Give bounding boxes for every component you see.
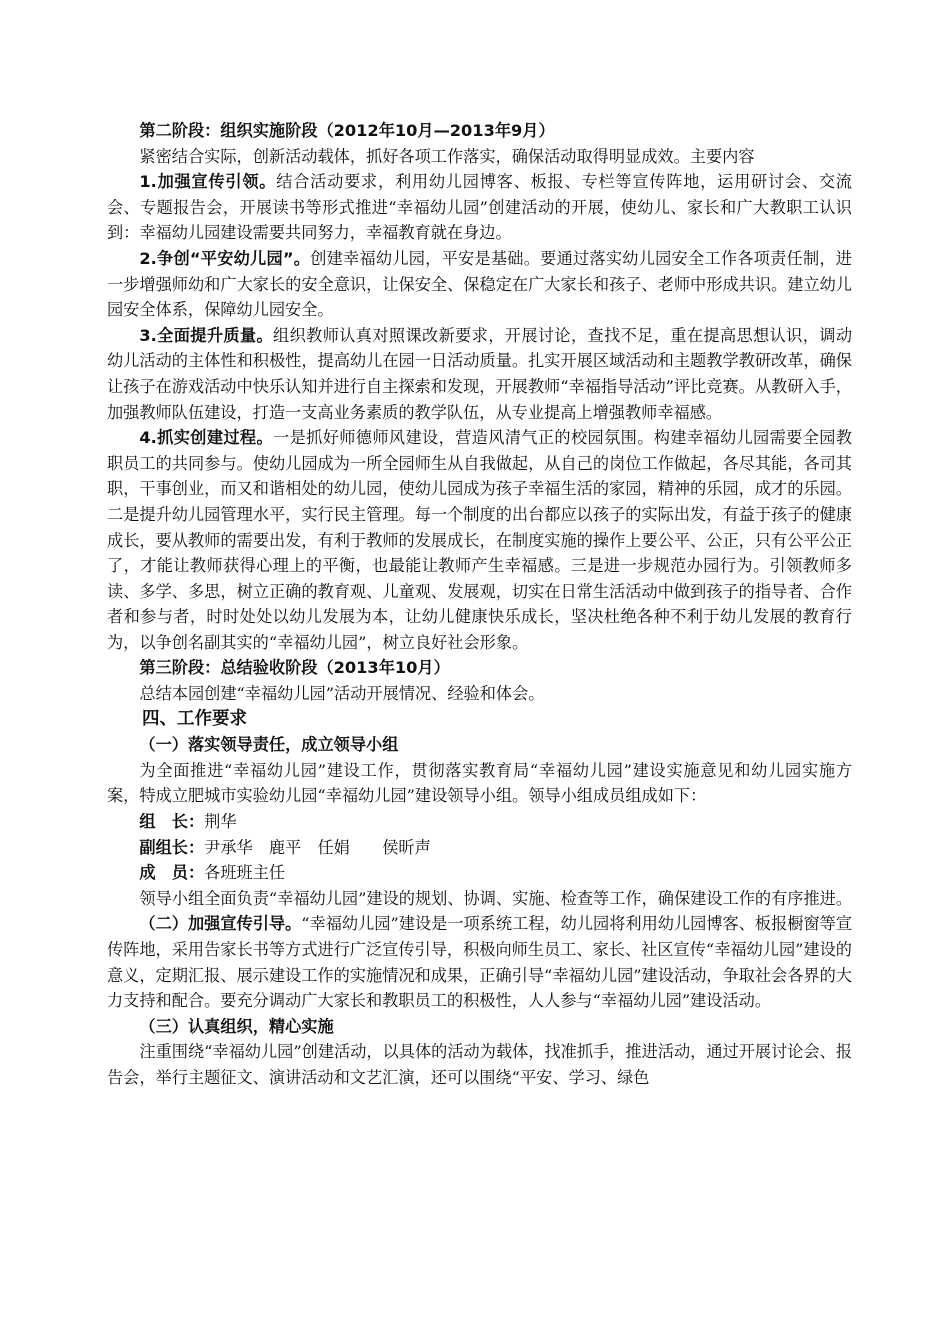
deputy-name: 侯昕声: [382, 837, 431, 857]
document-page: [107, 118, 852, 1091]
sub1-title: （一）落实领导责任，成立领导小组: [139, 735, 399, 755]
phase3-text: 总结本园创建“幸福幼儿园”活动开展情况、经验和体会。: [139, 684, 545, 704]
leader-name: 荆华: [204, 812, 237, 832]
sub1-text: 为全面推进“幸福幼儿园”建设工作，贯彻落实教育局“幸福幼儿园”建设实施意见和幼儿园实施方案，特成立肥城市实验幼儿园“幸福幼儿园”建设领导小组。领导小组成员组成如下：: [107, 760, 852, 806]
deputy-name: 尹承华: [204, 837, 253, 857]
member-name: 各班班主任: [204, 863, 286, 883]
item4-text: 一是抓好师德师风建设，营造风清气正的校园氛围。构建幸福幼儿园需要全园教职员工的共同参与。使幼儿园成为一所全园师生从自我做起，从自己的岗位工作做起，各尽其能，各司其职，干事创业，而又和谐相处的幼儿园，使幼儿园成为孩子幸福生活的家园，精神的乐园，成才的乐园。二是提升幼儿园管理水平，实行民主管理。每一个制度的出台都应以孩子的实际出发，有益于孩子的健康成长，要从教师的需要出发，有利于教师的发展成长，在制度实施的操作上要公平、公正，只有公平公正了，才能让教师获得心理上的平衡，也最能让教师产生幸福感。三是进一步规范办园行为。引领教师多读、多学、多思，树立正确的教育观、儿童观、发展观，切实在日常生活活动中做到孩子的指导者、合作者和参与者，时时处处以幼儿发展为本，让幼儿健康快乐成长，坚决杜绝各种不利于幼儿发展的教育行为，以争创名副其实的“幸福幼儿园”，树立良好社会形象。: [107, 428, 853, 652]
item3-paragraph: [107, 323, 852, 425]
item4-title: 4.抓实创建过程。: [139, 428, 274, 448]
deputy-name: 鹿平: [268, 837, 302, 857]
leader-label: 组 长：: [139, 812, 205, 832]
sub3-text: 注重围绕“幸福幼儿园”创建活动，以具体的活动为载体，找准抓手，推进活动，通过开展讨论会、报告会，举行主题征文、演讲活动和文艺汇演，还可以围绕“平安、学习、绿色: [107, 1042, 853, 1087]
sub2-title: （二）加强宣传引导。: [139, 914, 302, 934]
sub2-paragraph: [107, 911, 852, 1013]
deputy-line: [107, 835, 852, 861]
sub1-text2: 领导小组全面负责“幸福幼儿园”建设的规划、协调、实施、检查等工作，确保建设工作的有序推进。: [139, 888, 853, 908]
deputy-name: 任娟: [317, 837, 350, 857]
sub3-title: （三）认真组织，精心实施: [139, 1016, 334, 1036]
member-label: 成 员：: [139, 863, 205, 883]
leader-line: [107, 809, 852, 835]
deputy-label: 副组长：: [139, 837, 205, 857]
section4-title: 四、工作要求: [142, 708, 247, 729]
item3-text: 组织教师认真对照课改新要求，开展讨论，查找不足，重在提高思想认识，调动幼儿活动的主体性和积极性，提高幼儿在园一日活动质量。扎实开展区域活动和主题教学教研改革，确保让孩子在游戏活动中快乐认知并进行自主探索和发现，开展教师“幸福指导活动”评比竞赛。从教研入手，加强教师队伍建设，打造一支高业务素质的教学队伍，从专业提高上增强教师幸福感。: [107, 325, 853, 422]
sub2-text: “幸福幼儿园”建设是一项系统工程，幼儿园将利用幼儿园博客、板报橱窗等宣传阵地，采用告家长书等方式进行广泛宣传引导，积极向师生员工、家长、社区宣传“幸福幼儿园”建设的意义，定期汇报、展示建设工作的实施情况和成果，正确引导“幸福幼儿园”建设活动，争取社会各界的大力支持和配合。要充分调动广大家长和教职员工的积极性，人人参与“幸福幼儿园”建设活动。: [107, 914, 853, 1011]
item2-paragraph: [107, 246, 852, 323]
phase2-title: 第二阶段：组织实施阶段（2012年10月—2013年9月）: [139, 121, 555, 140]
item1-paragraph: [107, 169, 852, 246]
item4-paragraph: [107, 425, 852, 655]
item1-title: 1.加强宣传引领。: [139, 172, 277, 192]
item2-text: 创建幸福幼儿园，平安是基础。要通过落实幼儿园安全工作各项责任制，进一步增强师幼和广大家长的安全意识，让保安全、保稳定在广大家长和孩子、老师中形成共识。建立幼儿园安全体系，保障幼儿园安全。: [107, 248, 852, 320]
member-line: [107, 860, 852, 886]
item3-title: 3.全面提升质量。: [139, 325, 274, 345]
item1-text: 结合活动要求，利用幼儿园博客、板报、专栏等宣传阵地，运用研讨会、交流会、专题报告会，开展读书等形式推进“幸福幼儿园”创建活动的开展，使幼儿、家长和广大教职工认识到：幸福幼儿园建设需要共同努力，幸福教育就在身边。: [107, 172, 852, 243]
phase3-title: 第三阶段：总结验收阶段（2013年10月）: [139, 658, 450, 678]
item2-title: 2.争创“平安幼儿园”。: [139, 248, 311, 268]
phase2-intro: 紧密结合实际，创新活动载体，抓好各项工作落实，确保活动取得明显成效。主要内容: [139, 146, 755, 166]
